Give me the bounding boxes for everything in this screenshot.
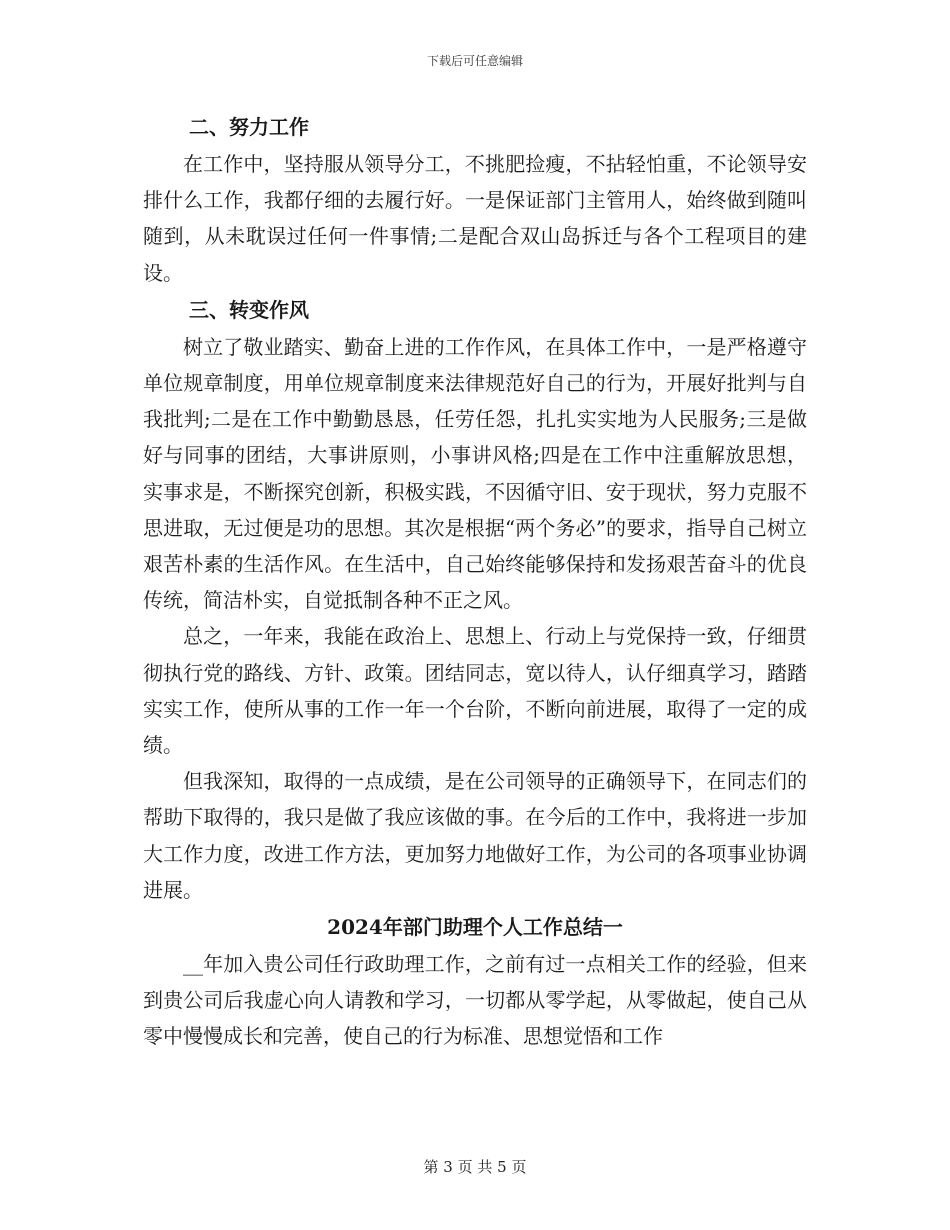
paragraph-summary: 总之，一年来，我能在政治上、思想上、行动上与党保持一致，仔细贯彻执行党的路线、方针、政策。团结同志，宽以待人，认仔细真学习，踏踏实实工作，使所从事的工作一年一个台阶，不断向前进展，取得了一定的成绩。 [143, 624, 807, 758]
page-number: 第 3 页 共 5 页 [423, 1158, 527, 1176]
page-header: 下载后可任意编辑 [426, 54, 523, 68]
document-body [143, 108, 807, 1055]
section-heading-work-hard: 二、努力工作 [189, 115, 309, 139]
document-title: 2024年部门助理个人工作总结一 [327, 915, 623, 940]
paragraph-acknowledgement: 但我深知，取得的一点成绩，是在公司领导的正确领导下，在同志们的帮助下取得的，我只是做了我应该做的事。在今后的工作中，我将进一步加大工作力度，改进工作方法，更加努力地做好工作，为公司的各项事业协调进展。 [143, 769, 807, 902]
paragraph-change-style: 树立了敬业踏实、勤奋上进的工作作风，在具体工作中，一是严格遵守单位规章制度，用单位规章制度来法律规范好自己的行为，开展好批判与自我批判;二是在工作中勤勤恳恳，任劳任怨，扎扎实实地为人民服务;三是做好与同事的团结，大事讲原则，小事讲风格;四是在工作中注重解放思想，实事求是，不断探究创新，积极实践，不因循守旧、安于现状，努力克服不思进取，无过便是功的思想。其次是根据“两个务必”的要求，指导自己树立艰苦朴素的生活作风。在生活中，自己始终能够保持和发扬艰苦奋斗的优良传统，简洁朴实，自觉抵制各种不正之风。 [143, 334, 807, 613]
paragraph-intro: __年加入贵公司任行政助理工作，之前有过一点相关工作的经验，但来到贵公司后我虚心向人请教和学习，一切都从零学起，从零做起，使自己从零中慢慢成长和完善，使自己的行为标准、思想觉悟和工作 [143, 952, 807, 1049]
section-heading-change-style: 三、转变作风 [189, 297, 309, 322]
paragraph-work-hard: 在工作中，坚持服从领导分工，不挑肥捡瘦，不拈轻怕重，不论领导安排什么工作，我都仔细的去履行好。一是保证部门主管用人，始终做到随叫随到，从未耽误过任何一件事情;二是配合双山岛拆迁与各个工程项目的建设。 [143, 152, 807, 285]
